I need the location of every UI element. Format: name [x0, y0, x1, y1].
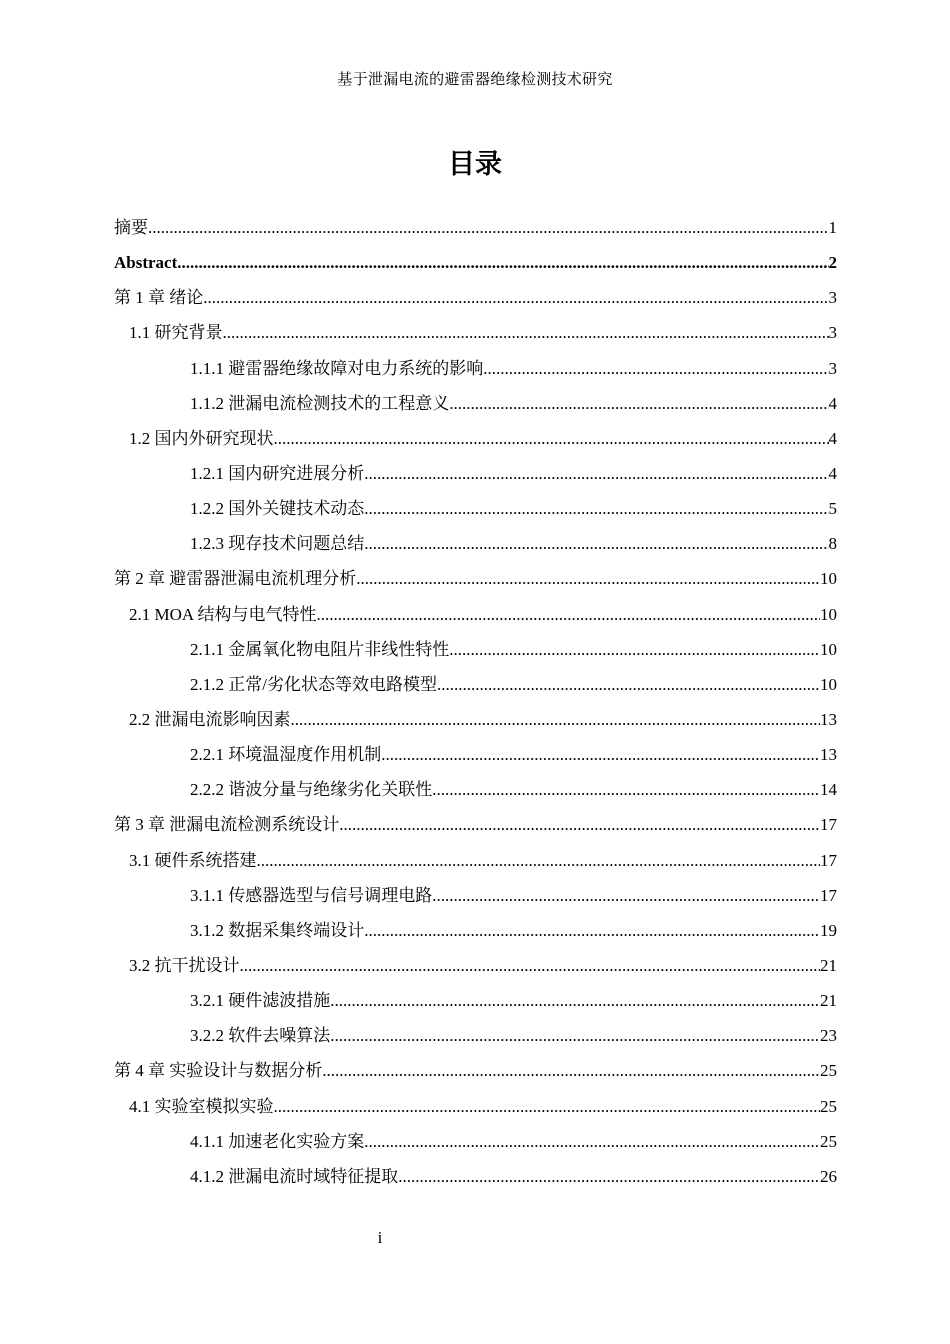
toc-entry-page: 3	[828, 358, 837, 378]
toc-leader-dots	[316, 597, 820, 632]
toc-entry-page: 17	[820, 885, 837, 905]
toc-leader-dots	[177, 245, 828, 280]
toc-leader-dots	[322, 1053, 820, 1088]
toc-entry-page: 10	[820, 674, 837, 694]
toc-entry-page: 10	[820, 604, 837, 624]
toc-entry-label: 1.2 国内外研究现状	[129, 428, 274, 448]
toc-entry-label: Abstract	[114, 253, 178, 273]
toc-leader-dots	[257, 843, 821, 878]
toc-entry-page: 13	[820, 745, 837, 765]
toc-entry-label: 2.2 泄漏电流影响因素	[129, 709, 291, 729]
toc-entry-label: 3.2.2 软件去噪算法	[190, 1026, 331, 1046]
toc-entry-label: 1.2.1 国内研究进展分析	[190, 463, 365, 483]
toc-leader-dots	[364, 491, 828, 526]
toc-entry[interactable]	[114, 315, 837, 350]
toc-entry-page: 21	[820, 955, 837, 975]
toc-leader-dots	[364, 526, 828, 561]
toc-leader-dots	[364, 1124, 820, 1159]
toc-entry-page: 26	[820, 1166, 837, 1186]
toc-leader-dots	[274, 421, 829, 456]
toc-entry-label: 1.1 研究背景	[129, 323, 223, 343]
toc-entry-label: 1.2.2 国外关键技术动态	[190, 499, 365, 519]
toc-entry-label: 3.2.1 硬件滤波措施	[190, 991, 331, 1011]
toc-entry-label: 2.2.2 谐波分量与绝缘劣化关联性	[190, 780, 433, 800]
toc-entry[interactable]	[114, 948, 837, 983]
toc-entry-page: 3	[828, 323, 837, 343]
toc-entry[interactable]	[114, 526, 837, 561]
toc-entry[interactable]	[114, 807, 837, 842]
toc-leader-dots	[398, 1159, 820, 1194]
toc-entry-page: 25	[820, 1096, 837, 1116]
toc-entry-page: 25	[820, 1061, 837, 1081]
toc-entry-label: 第 4 章 实验设计与数据分析	[114, 1061, 323, 1081]
toc-entry-label: 2.1 MOA 结构与电气特性	[129, 604, 317, 624]
toc-entry-label: 2.1.2 正常/劣化状态等效电路模型	[190, 674, 437, 694]
toc-entry[interactable]	[114, 491, 837, 526]
toc-entry-page: 17	[820, 850, 837, 870]
toc-entry-page: 23	[820, 1026, 837, 1046]
toc-entry-page: 4	[828, 428, 837, 448]
toc-entry[interactable]	[114, 1124, 837, 1159]
toc-entry[interactable]	[114, 737, 837, 772]
toc-entry-label: 4.1.2 泄漏电流时域特征提取	[190, 1166, 399, 1186]
toc-entry[interactable]	[114, 456, 837, 491]
toc-entry-page: 5	[828, 499, 837, 519]
toc-entry-page: 8	[828, 534, 837, 554]
toc-entry-page: 21	[820, 991, 837, 1011]
toc-entry-page: 13	[820, 709, 837, 729]
toc-entry-page: 19	[820, 920, 837, 940]
toc-leader-dots	[330, 1018, 820, 1053]
running-header: 基于泄漏电流的避雷器绝缘检测技术研究	[337, 72, 613, 88]
toc-leader-dots	[274, 1089, 821, 1124]
toc-entry-label: 1.1.2 泄漏电流检测技术的工程意义	[190, 393, 450, 413]
toc-entry[interactable]	[114, 843, 837, 878]
page-title: 目录	[448, 149, 502, 180]
toc-entry-page: 1	[828, 218, 837, 237]
toc-entry[interactable]	[114, 386, 837, 421]
toc-leader-dots	[381, 737, 820, 772]
toc-entry[interactable]	[114, 702, 837, 737]
toc-entry-label: 第 3 章 泄漏电流检测系统设计	[114, 815, 340, 835]
table-of-contents	[114, 210, 837, 1194]
toc-leader-dots	[364, 913, 820, 948]
toc-entry[interactable]	[114, 280, 837, 315]
toc-entry[interactable]	[114, 772, 837, 807]
toc-entry-page: 2	[828, 253, 837, 273]
toc-entry-label: 3.1 硬件系统搭建	[129, 850, 257, 870]
toc-entry-label: 4.1 实验室模拟实验	[129, 1096, 274, 1116]
toc-entry[interactable]	[114, 351, 837, 386]
toc-entry[interactable]	[114, 983, 837, 1018]
toc-entry-label: 1.1.1 避雷器绝缘故障对电力系统的影响	[190, 358, 484, 378]
toc-entry[interactable]	[114, 245, 837, 280]
toc-entry-label: 4.1.1 加速老化实验方案	[190, 1131, 365, 1151]
toc-entry[interactable]	[114, 421, 837, 456]
toc-entry-label: 2.2.1 环境温湿度作用机制	[190, 745, 382, 765]
toc-leader-dots	[148, 210, 829, 245]
toc-entry-label: 2.1.1 金属氧化物电阻片非线性特性	[190, 639, 450, 659]
toc-entry-page: 17	[820, 815, 837, 835]
toc-entry-page: 4	[828, 393, 837, 413]
toc-leader-dots	[339, 807, 820, 842]
toc-leader-dots	[483, 351, 828, 386]
toc-entry-page: 10	[820, 639, 837, 659]
toc-entry-label: 第 2 章 避雷器泄漏电流机理分析	[114, 569, 357, 589]
toc-leader-dots	[356, 561, 820, 596]
toc-entry-page: 3	[828, 288, 837, 308]
toc-entry[interactable]	[114, 597, 837, 632]
toc-entry[interactable]	[114, 878, 837, 913]
toc-entry-page: 4	[828, 463, 837, 483]
toc-leader-dots	[291, 702, 821, 737]
toc-leader-dots	[449, 632, 820, 667]
toc-leader-dots	[449, 386, 828, 421]
toc-entry-label: 第 1 章 绪论	[114, 288, 204, 308]
toc-entry[interactable]	[114, 1089, 837, 1124]
toc-entry-page: 25	[820, 1131, 837, 1151]
toc-entry[interactable]	[114, 561, 837, 596]
toc-entry-label: 3.2 抗干扰设计	[129, 955, 240, 975]
toc-leader-dots	[203, 280, 828, 315]
toc-entry-page: 10	[820, 569, 837, 589]
toc-leader-dots	[223, 315, 829, 350]
toc-entry[interactable]	[114, 667, 837, 702]
toc-leader-dots	[364, 456, 828, 491]
page-number: i	[377, 1228, 383, 1247]
toc-leader-dots	[240, 948, 821, 983]
toc-entry[interactable]	[114, 632, 837, 667]
toc-leader-dots	[432, 878, 820, 913]
toc-entry-label: 3.1.2 数据采集终端设计	[190, 920, 365, 940]
toc-leader-dots	[432, 772, 820, 807]
toc-entry[interactable]	[114, 1159, 837, 1194]
toc-leader-dots	[437, 667, 820, 702]
toc-entry-label: 摘要	[114, 218, 148, 237]
toc-entry[interactable]	[114, 913, 837, 948]
toc-entry-page: 14	[820, 780, 837, 800]
toc-entry-label: 3.1.1 传感器选型与信号调理电路	[190, 885, 433, 905]
toc-entry[interactable]	[114, 1053, 837, 1088]
toc-entry[interactable]	[114, 1018, 837, 1053]
toc-leader-dots	[330, 983, 820, 1018]
toc-entry-label: 1.2.3 现存技术问题总结	[190, 534, 365, 554]
toc-entry[interactable]	[114, 210, 837, 245]
